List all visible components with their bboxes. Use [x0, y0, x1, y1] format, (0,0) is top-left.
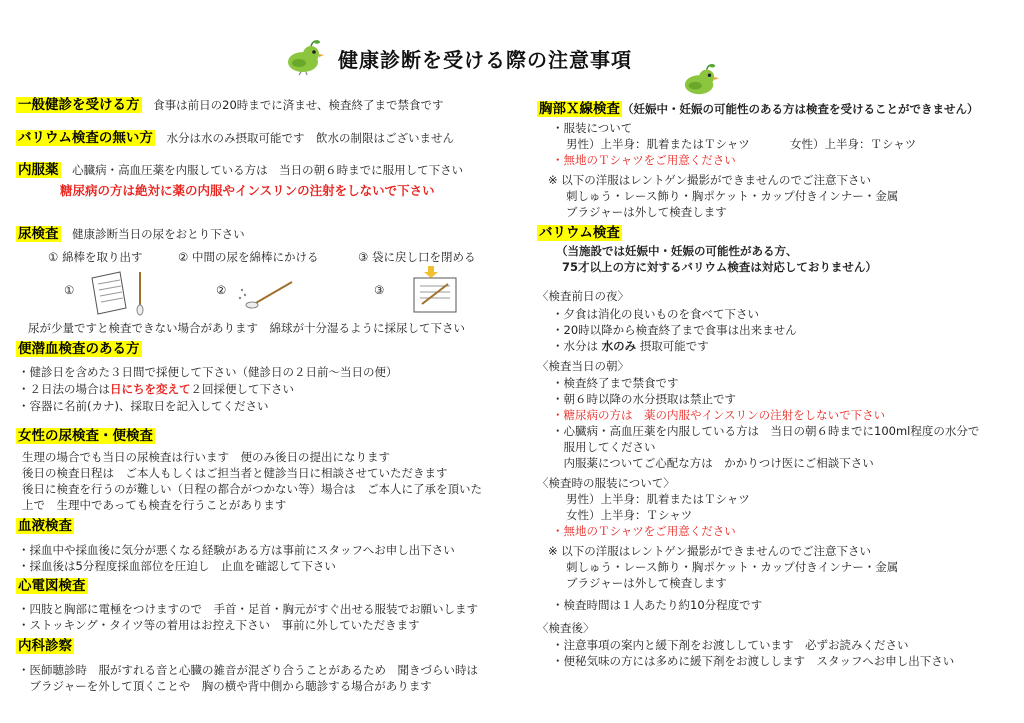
day-morning-head: 〈検査当日の朝〉 [537, 359, 629, 373]
section-text: 水分は水のみ摂取可能です 飲水の制限はございません [166, 131, 455, 145]
urine-step-3: ③ 袋に戻し口を閉める [358, 250, 476, 264]
step-number: ③ [374, 283, 385, 297]
section-occult-blood [16, 341, 142, 358]
ecg-line: ・四肢と胸部に電極をつけますので 手首・足首・胸元がすぐ出せる服装でお願いします [18, 602, 478, 616]
after-line: ・注意事項の案内と緩下剤をお渡ししています 必ずお読みください [552, 638, 909, 652]
occult-line-1: ・健診日を含めた３日間で採便して下さい（健診日の２日前～当日の便） [18, 365, 398, 379]
internal-line: ブラジャーを外して頂くことや 胸の横や背中側から聴診する場合があります [18, 679, 432, 693]
prev-night-head: 〈検査前日の夜〉 [537, 289, 629, 303]
section-blood [16, 518, 74, 535]
step-number: ① [64, 283, 75, 297]
day-line: 服用してください [552, 440, 656, 454]
page-title: 健康診断を受ける際の注意事項 [338, 48, 632, 72]
xray-clothes-head: ・服装について [552, 121, 633, 135]
after-line: ・便秘気味の方には多めに緩下剤をお渡しします スタッフへお申し出下さい [552, 654, 955, 668]
day-line: ・検査終了まで禁食です [552, 376, 679, 390]
section-label: 便潜血検査のある方 [18, 341, 140, 357]
barium-note: （当施設では妊娠中・妊娠の可能性がある方、 [556, 244, 798, 258]
blood-line: ・採血中や採血後に気分が悪くなる経験がある方は事前にスタッフへお申し出下さい [18, 543, 455, 557]
section-no-barium [16, 130, 454, 147]
section-general [16, 97, 443, 114]
urine-note: 尿が少量ですと検査できない場合があります 綿球が十分湿るように採尿して下さい [28, 321, 465, 335]
bird-icon [680, 62, 720, 102]
clothes-caution: ※ 以下の洋服はレントゲン撮影ができませんのでご注意下さい [548, 544, 872, 558]
bird-icon [283, 38, 325, 80]
section-label: 尿検査 [18, 226, 59, 242]
ecg-line: ・ストッキング・タイツ等の着用はお控え下さい 事前に外していただきます [18, 618, 420, 632]
section-label: 内科診察 [18, 638, 72, 654]
bag-illustration [398, 266, 464, 320]
swab-kit-illustration [88, 268, 154, 320]
swab-illustration [236, 274, 296, 314]
female-line: 生理の場合でも当日の尿検査は行います 便のみ後日の提出になります [22, 450, 390, 464]
section-female [16, 428, 155, 445]
section-xray [537, 101, 979, 118]
occult-line-3: ・容器に名前(カナ)、採取日を記入してください [18, 399, 269, 413]
water-only-emphasis: 水のみ [601, 339, 637, 353]
section-label: 一般健診を受ける方 [18, 97, 140, 113]
section-ecg [16, 578, 88, 595]
section-label: 女性の尿検査・便検査 [18, 428, 153, 444]
section-label: バリウム検査 [539, 225, 620, 241]
clothes-female: 女性）上半身：Ｔシャツ [566, 508, 693, 522]
day-line: ・心臓病・高血圧薬を内服している方は 当日の朝６時までに100ml程度の水分で [552, 424, 980, 438]
xray-caution: 刺しゅう・レース飾り・胸ポケット・カップ付きインナー・金属 [566, 189, 899, 203]
section-label: 血液検査 [18, 518, 72, 534]
xray-red-note: ・無地のＴシャツをご用意ください [552, 153, 736, 167]
xray-male: 男性）上半身：肌着またはＴシャツ [566, 137, 750, 151]
section-text: 健康診断当日の尿をおとり下さい [72, 227, 245, 241]
section-label: 内服薬 [18, 162, 59, 178]
section-internal [16, 638, 74, 655]
urine-step-2: ② 中間の尿を綿棒にかける [178, 250, 319, 264]
section-label: 心電図検査 [18, 578, 86, 594]
exam-time: ・検査時間は１人あたり約10分程度です [552, 598, 763, 612]
prev-water: ・水分は 水のみ 摂取可能です [552, 339, 709, 353]
xray-caution: ※ 以下の洋服はレントゲン撮影ができませんのでご注意下さい [548, 173, 872, 187]
section-text: 食事は前日の20時までに済ませ、検査終了まで禁食です [153, 98, 444, 112]
blood-line: ・採血後は5分程度採血部位を圧迫し 止血を確認して下さい [18, 559, 336, 573]
clothes-head: 〈検査時の服装について〉 [537, 476, 675, 490]
xray-female: 女性）上半身：Ｔシャツ [790, 137, 917, 151]
section-barium [537, 225, 622, 242]
female-line: 上で 生理中であっても検査を行うことがあります [22, 498, 287, 512]
change-date-emphasis: 日にちを変えて [110, 382, 191, 396]
day-line: 内服薬についてご心配な方は かかりつけ医にご相談下さい [552, 456, 874, 470]
clothes-caution: 刺しゅう・レース飾り・胸ポケット・カップ付きインナー・金属 [566, 560, 899, 574]
occult-line-2: ・２日法の場合は日にちを変えて２回採便して下さい [18, 382, 294, 396]
diabetes-warning: 糖尿病の方は絶対に薬の内服やインスリンの注射をしないで下さい [60, 183, 435, 198]
prev-line: ・夕食は消化の良いものを食べて下さい [552, 307, 759, 321]
section-text: 心臓病・高血圧薬を内服している方は 当日の朝６時までに服用して下さい [72, 163, 464, 177]
after-head: 〈検査後〉 [537, 621, 595, 635]
female-line: 後日の検査日程は ご本人もしくはご担当者と健診当日に相談させていただきます [22, 466, 448, 480]
section-urine [16, 226, 245, 243]
clothes-red-note: ・無地のＴシャツをご用意ください [552, 524, 736, 538]
female-line: 後日に検査を行うのが難しい（日程の都合がつかない等）場合は ご本人に了承を頂いた [22, 482, 482, 496]
clothes-caution: ブラジャーは外して検査します [566, 576, 727, 590]
step-number: ② [216, 283, 227, 297]
urine-step-1: ① 綿棒を取り出す [48, 250, 143, 264]
day-red-line: ・糖尿病の方は 薬の内服やインスリンの注射をしないで下さい [552, 408, 886, 422]
clothes-male: 男性）上半身：肌着またはＴシャツ [566, 492, 750, 506]
section-label: 胸部Ｘ線検査 [539, 101, 620, 117]
xray-caution: ブラジャーは外して検査します [566, 205, 727, 219]
section-medicine [16, 162, 463, 179]
barium-note: 75才以上の方に対するバリウム検査は対応しておりません） [562, 260, 877, 274]
xray-note: （妊娠中・妊娠の可能性のある方は検査を受けることができません） [622, 102, 979, 116]
internal-line: ・医師聴診時 服がすれる音と心臓の雑音が混ざり合うことがあるため 聞きづらい時は [18, 663, 478, 677]
section-label: バリウム検査の無い方 [18, 130, 153, 146]
prev-line: ・20時以降から検査終了まで食事は出来ません [552, 323, 797, 337]
day-line: ・朝６時以降の水分摂取は禁止です [552, 392, 736, 406]
